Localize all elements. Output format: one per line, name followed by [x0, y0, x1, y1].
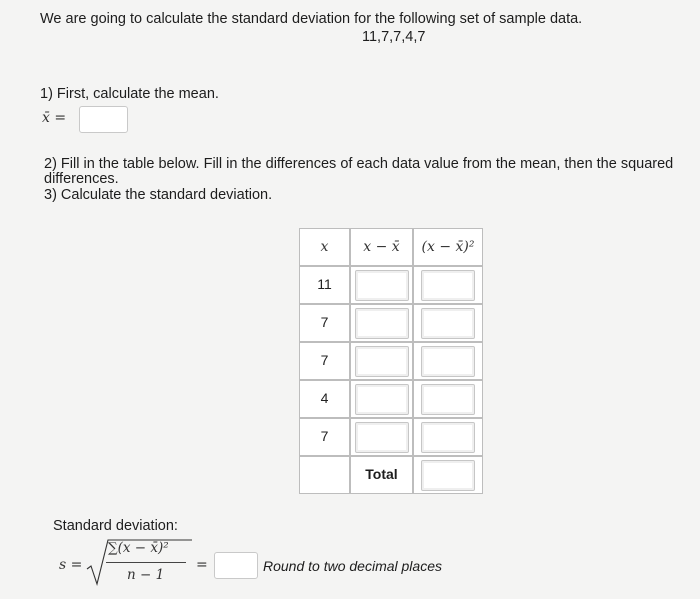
step2-line2: differences. — [44, 171, 119, 187]
round-note: Round to two decimal places — [263, 558, 442, 574]
diff-input[interactable] — [355, 422, 409, 453]
diff-input[interactable] — [355, 384, 409, 415]
step1-label: 1) First, calculate the mean. — [40, 86, 219, 102]
formula-lhs: s = — [59, 557, 83, 573]
sqdiff-input[interactable] — [421, 270, 475, 301]
table-row — [299, 342, 483, 380]
diff-input[interactable] — [355, 346, 409, 377]
header-diff: x − x̄ — [363, 239, 400, 255]
step3-label: 3) Calculate the standard deviation. — [44, 187, 273, 203]
mean-symbol: x̄ = — [42, 110, 67, 126]
sqdiff-input[interactable] — [421, 384, 475, 415]
x-value: 4 — [320, 390, 329, 406]
sqdiff-input[interactable] — [421, 308, 475, 339]
diff-input[interactable] — [355, 270, 409, 301]
x-value: 7 — [320, 428, 329, 444]
table-total-row — [299, 456, 483, 494]
table-header-row — [299, 228, 483, 266]
total-label: Total — [365, 466, 398, 482]
table-row — [299, 418, 483, 456]
step2-line1: 2) Fill in the table below. Fill in the differences of each data value from the mean, then the squared — [44, 156, 674, 172]
sqdiff-input[interactable] — [421, 422, 475, 453]
dataset-values: 11,7,7,4,7 — [362, 29, 426, 45]
total-sqdiff-input[interactable] — [421, 460, 475, 491]
table-row — [299, 380, 483, 418]
std-dev-input[interactable] — [214, 552, 258, 579]
deviation-table — [299, 228, 483, 494]
header-sqdiff: (x − x̄)² — [421, 239, 475, 255]
table-row — [299, 266, 483, 304]
table-row — [299, 304, 483, 342]
fraction-bar — [106, 562, 186, 563]
x-value: 7 — [320, 314, 329, 330]
x-value: 11 — [317, 276, 332, 292]
x-value: 7 — [320, 352, 329, 368]
formula-numerator: ∑(x − x̄)² — [108, 540, 169, 556]
std-dev-label: Standard deviation: — [53, 518, 178, 534]
diff-input[interactable] — [355, 308, 409, 339]
mean-input[interactable] — [79, 106, 128, 133]
formula-equals: = — [196, 557, 208, 573]
intro-text: We are going to calculate the standard deviation for the following set of sample data. — [40, 11, 583, 27]
sqdiff-input[interactable] — [421, 346, 475, 377]
formula-denominator: n − 1 — [127, 567, 165, 583]
header-x: x — [320, 239, 329, 255]
